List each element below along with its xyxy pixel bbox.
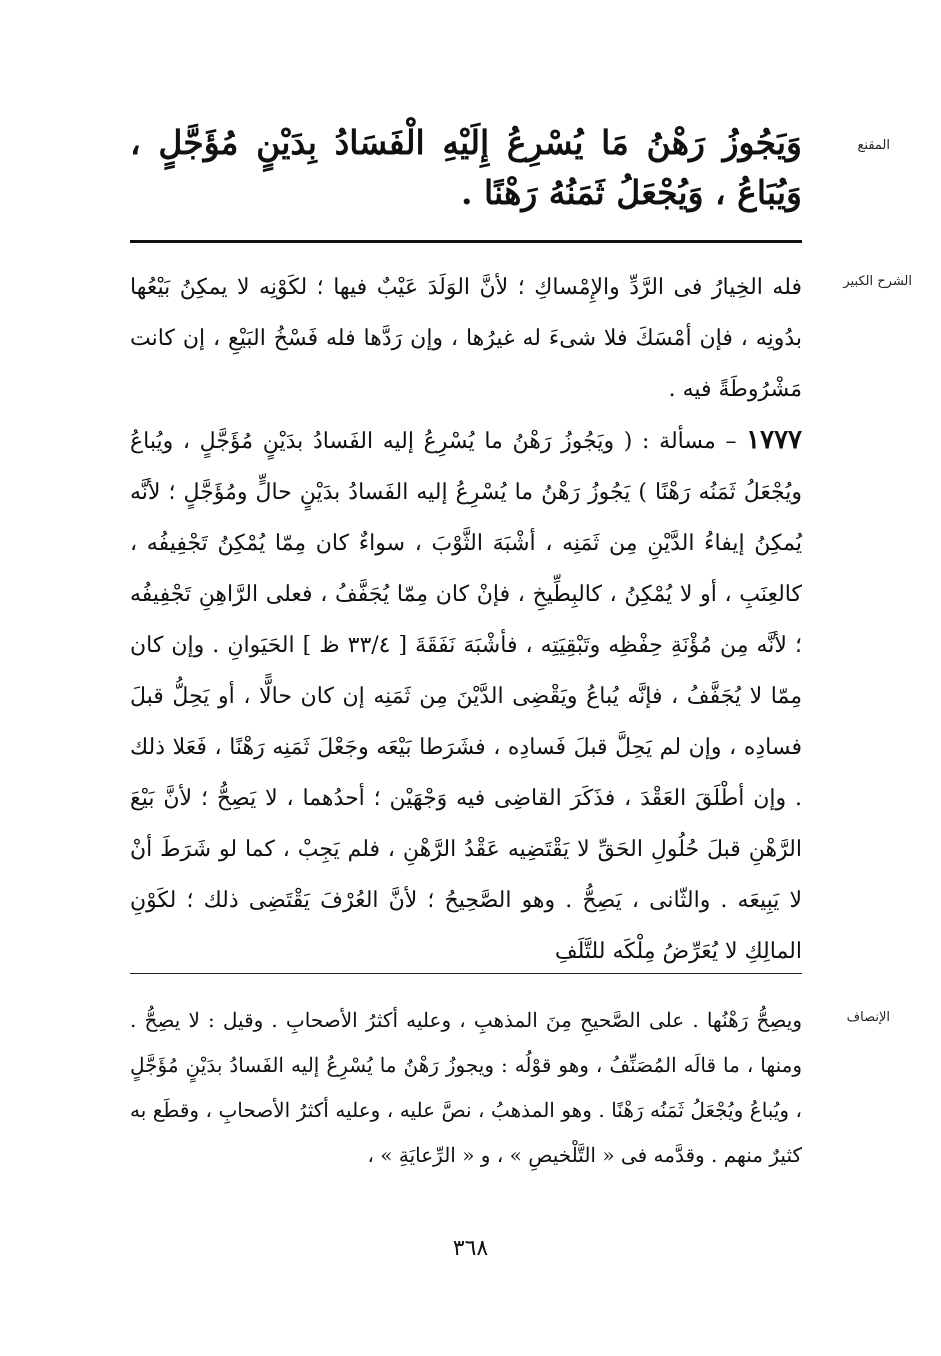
masala-number: ١٧٧٧ (746, 425, 802, 455)
section-divider-thin (130, 973, 802, 974)
sharh-text-block (130, 262, 802, 977)
insaf-text-block (130, 998, 802, 1178)
sharh-paragraph-masala (130, 415, 802, 977)
page-number: ٣٦٨ (452, 1236, 489, 1261)
section-label-insaf: الإنصاف (846, 1010, 890, 1025)
masala-text: – مسألة : ( ويَجُوزُ رَهْنُ ما يُسْرِعُ إليه الفَسادُ بدَيْنٍ مُؤَجَّلٍ ، ويُباعُ ويُجْعَلُ ثَمَنُه رَهْنًا ) يَجُوزُ رَهْنُ ما يُسْرِعُ إليه الفَسادُ بدَيْنٍ حالٍّ ومُؤَجَّلٍ ؛ لأنَّه يُمكِنُ إيفاءُ الدَّيْنِ مِن ثَمَنِه ، أشْبَهَ الثَّوْبَ ، سواءٌ كان مِمّا يُمْكِنُ تَجْفِيفُه ، كالعِنَبِ ، أو لا يُمْكِنُ ، كالبِطِّيخِ ، فإنْ كان مِمّا يُجَفَّفُ ، فعلى الرَّاهِنِ تَجْفِيفُه ؛ لأنَّه مِن مُؤْنَةِ حِفْظِه وتَبْقِيَتِه ، فأشْبَهَ نَفَقَةَ [ ٣٣/٤ ظ ] الحَيَوانِ . وإن كان مِمّا لا يُجَفَّفُ ، فإنَّه يُباعُ ويَقْضِى الدَّيْنَ مِن ثَمَنِه إن كان حالًّا ، أو يَحِلُّ قبلَ فسادِه ، وإن لم يَحِلَّ قبلَ فَسادِه ، فشَرَطا بَيْعَه وجَعْلَ ثَمَنِه رَهْنًا ، فَعَلا ذلك . وإن أطْلَقَ العَقْدَ ، فذَكَرَ القاضِى فيه وَجْهَيْن ؛ أحدُهما ، لا يَصِحُّ ؛ لأنَّ بَيْعَ الرَّهْنِ قبلَ حُلُولِ الحَقِّ لا يَقْتَضِيه عَقْدُ الرَّهْنِ ، فلم يَجِبْ ، كما لو شَرَطَ أنْ لا يَبِيعَه . والثّانى ، يَصِحُّ . وهو الصَّحِيحُ ؛ لأنَّ العُرْفَ يَقْتَضِى ذلك ؛ لكَوْنِ المالِكِ لا يُعَرِّضُ مِلْكَه للتَّلَفِ (130, 429, 802, 964)
sharh-paragraph: فله الخِيارُ فى الرَّدِّ والإِمْساكِ ؛ لأنَّ الوَلَدَ عَيْبٌ فيها ؛ لكَوْنِه لا يمكِنُ بَيْعُها بدُونِه ، فإن أمْسَكَ فلا شىءَ له غيرُها ، وإن رَدَّها فله فَسْخُ البَيْعِ ، إن كانت مَشْرُوطَةً فيه . (130, 275, 802, 402)
insaf-paragraph: ويصِحُّ رَهْنُها . على الصَّحيحِ مِنَ المذهبِ ، وعليه أكثرُ الأصحابِ . وقيل : لا يصِحُّ . ومنها ، ما قالَه المُصَنِّفُ ، وهو قوْلُه : ويجوزُ رَهْنُ ما يُسْرِعُ إليه الفَسادُ بدَيْنٍ مُؤَجَّلٍ ، ويُباعُ ويُجْعَلُ ثَمَنُه رَهْنًا . وهو المذهبُ ، نصَّ عليه ، وعليه أكثرُ الأصحابِ ، وقطَع به كثيرٌ منهم . وقدَّمه فى « التَّلْخيصِ » ، و « الرِّعايَةِ » ، (130, 1008, 802, 1167)
section-label-muqni: المقنع (857, 138, 890, 153)
section-label-sharh: الشرح الكبير (843, 274, 912, 289)
muqni-text: وَيَجُوزُ رَهْنُ مَا يُسْرِعُ إِلَيْهِ الْفَسَادُ بِدَيْنٍ مُؤَجَّلٍ ، وَيُبَاعُ ، وَيُجْعَلُ ثَمَنُهُ رَهْنًا . (130, 123, 802, 212)
section-divider-thick (130, 240, 802, 243)
